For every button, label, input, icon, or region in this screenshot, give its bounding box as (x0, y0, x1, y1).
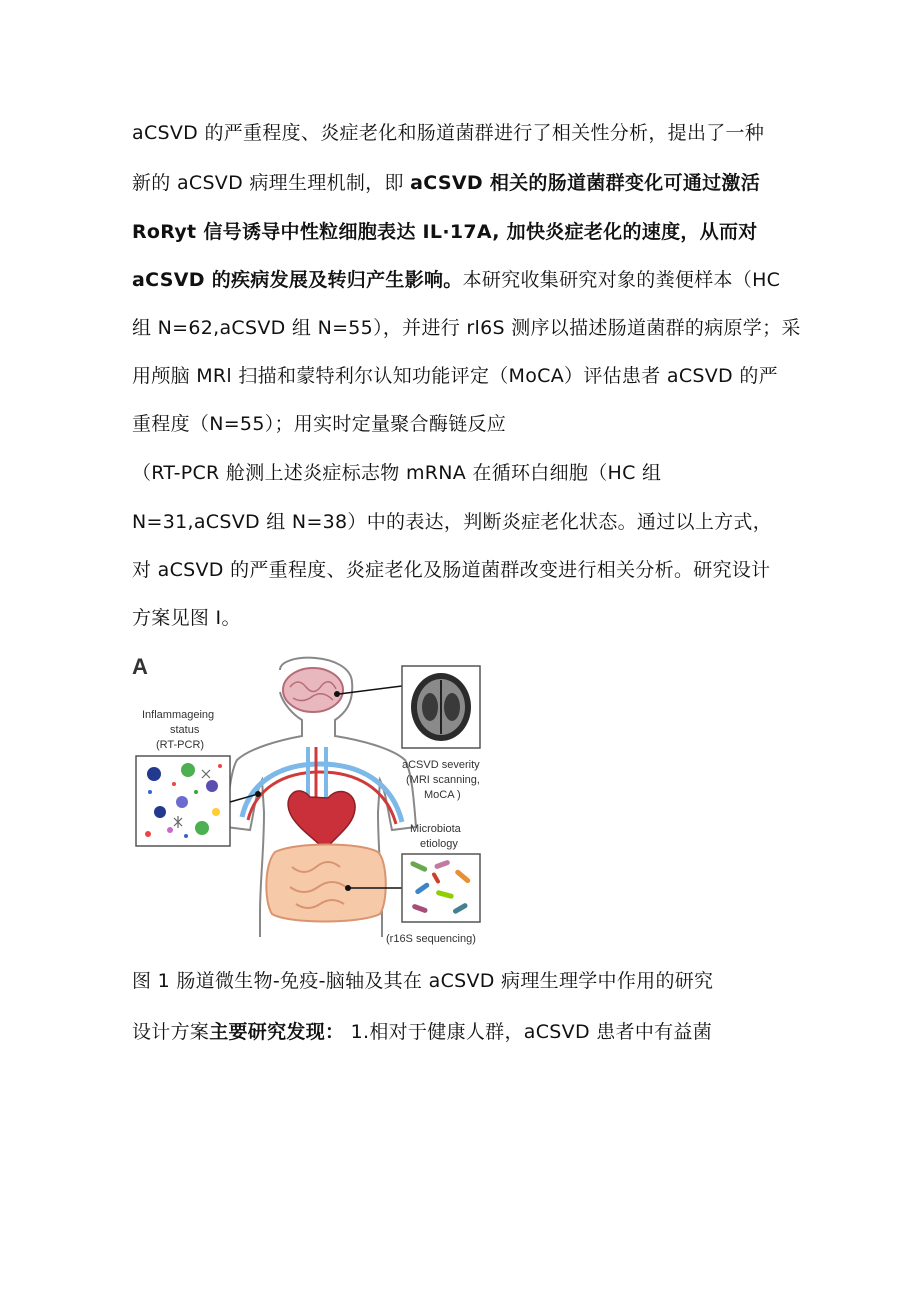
brain-icon (283, 668, 343, 712)
paragraph-line-11: 方案见图 I。 (132, 607, 241, 629)
leukocyte-panel (136, 756, 230, 846)
heart-icon (288, 791, 355, 850)
paragraph-line-3 (132, 219, 758, 245)
inflam-title-1: Inflammageing (142, 709, 215, 721)
paragraph-line-9: N=31,aCSVD 组 N=38）中的表达，判断炎症老化状态。通过以上方式， (132, 511, 773, 533)
paragraph-line-5: 组 N=62,aCSVD 组 N=55），并进行 rl6S 测序以描述肠道菌群的病原学；采 (132, 317, 801, 339)
paragraph-line-1: aCSVD 的严重程度、炎症老化和肠道菌群进行了相关性分析，提出了一种 (132, 122, 765, 144)
findings-heading: 主要研究发现： (209, 1021, 345, 1043)
paragraph-line-2 (132, 170, 760, 196)
intestine-icon (266, 845, 385, 922)
line-4-text: 本研究收集研究对象的粪便样本（HC (462, 269, 781, 291)
figure-illustration (130, 652, 500, 952)
microbiota-label-2: etiology (420, 838, 458, 850)
findings-text: 1.相对于健康人群，aCSVD 患者中有益菌 (344, 1021, 713, 1043)
line-3-bold-text: RoRyt 信号诱导中性粒细胞表达 IL·17A, 加快炎症老化的速度，从而对 (132, 221, 758, 243)
line-2-bold-text: aCSVD 相关的肠道菌群变化可通过激活 (410, 172, 761, 194)
figure-caption-line-1: 图 1 肠道微生物-免疫-脑轴及其在 aCSVD 病理生理学中作用的研究 (132, 970, 714, 992)
mri-scan-image (339, 666, 480, 748)
inflam-title-2: status (170, 724, 200, 736)
panel-label: A (132, 654, 148, 679)
severity-label-3: MoCA ) (424, 789, 461, 801)
sequencing-label: (r16S sequencing) (386, 933, 476, 945)
severity-label-2: (MRI scanning, (406, 774, 480, 786)
paragraph-line-4 (132, 267, 780, 293)
figure-caption-line-2 (132, 1019, 712, 1045)
paragraph-line-10: 对 aCSVD 的严重程度、炎症老化及肠道菌群改变进行相关分析。研究设计 (132, 559, 771, 581)
study-design-figure (130, 652, 500, 952)
inflam-title-3: (RT-PCR) (156, 739, 205, 751)
microbiota-panel (402, 854, 480, 922)
paragraph-line-8: （RT-PCR 舱测上述炎症标志物 mRNA 在循环白细胞（HC 组 (132, 462, 662, 484)
caption-text: 设计方案 (132, 1021, 210, 1043)
microbiota-label-1: Microbiota (410, 823, 461, 835)
line-2-text: 新的 aCSVD 病理生理机制，即 (132, 172, 411, 194)
paragraph-line-7: 重程度（N=55）；用实时定量聚合酶链反应 (132, 413, 507, 435)
severity-label-1: aCSVD severity (402, 759, 480, 771)
line-4-bold-text: aCSVD 的疾病发展及转归产生影响。 (132, 269, 463, 291)
paragraph-line-6: 用颅脑 MRl 扫描和蒙特利尔认知功能评定（MoCA）评估患者 aCSVD 的严 (132, 365, 778, 387)
